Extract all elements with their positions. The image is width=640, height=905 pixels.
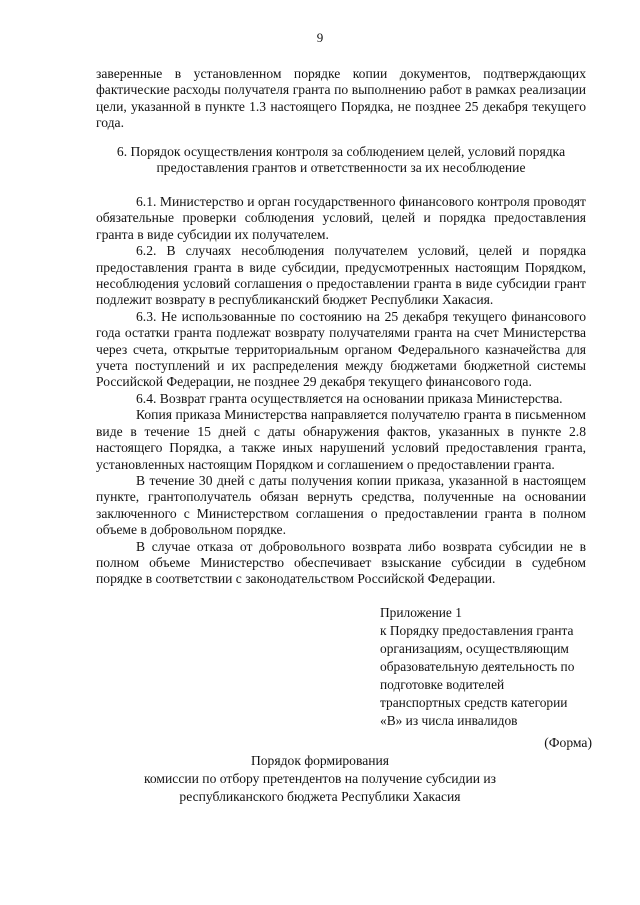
order-title (60, 752, 580, 806)
section-6-heading (96, 144, 586, 177)
appendix-line-6: транспортных средств категории (380, 695, 568, 710)
section-6-body (96, 194, 586, 588)
appendix-line-2: к Порядку предоставления гранта (380, 623, 574, 638)
order-title-line2: комиссии по отбору претендентов на получение субсидии из (143, 771, 497, 786)
appendix-line-4: образовательную деятельность по (380, 659, 575, 674)
paragraph-6-1: 6.1. Министерство и орган государственного финансового контроля проводят обязательные проверки соблюдения условий, целей и порядка предоставления гранта в виде субсидии их получателем. (96, 194, 586, 242)
paragraph-6-4-copy: Копия приказа Министерства направляется получателю гранта в письменном виде в течение 15 дней с даты обнаружения фактов, указанных в пункте 2.8 настоящего Порядка, а также иных нарушений условий предоставления гранта, установленных настоящим Порядком и соглашением о предоставлении гранта. (96, 407, 586, 472)
intro-paragraph-block (96, 66, 586, 132)
paragraph-6-2: 6.2. В случаях несоблюдения получателем условий, целей и порядка предоставления гранта в виде субсидии, предусмотренных настоящим Порядком, несоблюдения условий соглашения о предоставлении гранта в виде субсидии грант подлежит возврату в республиканский бюджет Республики Хакасия. (96, 243, 586, 308)
appendix-1-caption (380, 604, 590, 730)
order-title-line1: Порядок формирования (250, 753, 390, 768)
paragraph-6-4-refusal: В случае отказа от добровольного возврата либо возврата субсидии не в полном объеме Министерство обеспечивает взыскание субсидии в судебном порядке в соответствии с законодательством Российской Федерации. (96, 538, 586, 587)
page-number: 9 (316, 30, 324, 45)
intro-paragraph: заверенные в установленном порядке копии документов, подтверждающих фактические расходы получателя гранта по выполнению работ в рамках реализации цели, указанной в пункте 1.3 настоящего Порядка, не позднее 25 декабря текущего года. (96, 66, 586, 131)
appendix-line-5: подготовке водителей (380, 677, 505, 692)
section-6-title-line2: предоставления грантов и ответственности за их несоблюдение (156, 160, 526, 176)
appendix-line-3: организациям, осуществляющим (380, 641, 569, 656)
appendix-line-1: Приложение 1 (380, 605, 462, 620)
paragraph-6-4: 6.4. Возврат гранта осуществляется на основании приказа Министерства. (136, 390, 563, 406)
order-title-line3: республиканского бюджета Республики Хакасия (179, 789, 461, 804)
form-label: (Форма) (544, 735, 592, 750)
appendix-line-7: «В» из числа инвалидов (380, 713, 518, 728)
section-6-title-line1: 6. Порядок осуществления контроля за соблюдением целей, условий порядка (116, 144, 566, 159)
paragraph-6-3: 6.3. Не использованные по состоянию на 25 декабря текущего финансового года остатки гранта подлежат возврату получателями гранта на счет Министерства через счета, открытые территориальным органом Федерального казначейства для учета поступлений и их распределения между бюджетами бюджетной системы Российской Федерации, не позднее 29 декабря текущего финансового года. (96, 308, 586, 390)
paragraph-6-4-30-days: В течение 30 дней с даты получения копии приказа, указанной в настоящем пункте, грантополучатель обязан вернуть средства, полученные на основании заключенного с Министерством соглашения о предоставлении гранта в полном объеме в добровольном порядке. (96, 472, 586, 538)
